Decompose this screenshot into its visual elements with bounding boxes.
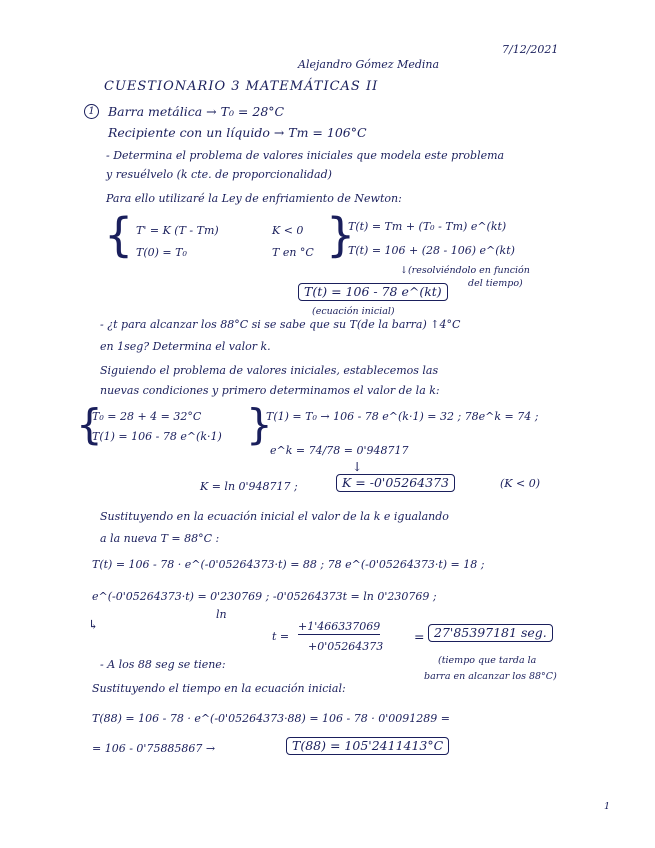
author-name: Alejandro Gómez Medina (298, 58, 440, 71)
ln-label: ln (216, 608, 227, 621)
final-boxed-result: T(88) = 105'2411413°C (286, 737, 449, 755)
t-boxed-value: 27'85397181 seg. (428, 624, 553, 642)
system-brace: { (104, 208, 134, 262)
solve-note-1: ↓(resolviéndolo en función (400, 265, 530, 276)
t-note-1: (tiempo que tarda la (438, 655, 537, 666)
system-close-brace: } (326, 208, 356, 262)
final-line-2: Sustituyendo el tiempo en la ecuación inicial: (92, 682, 346, 695)
ek-value: e^k = 74/78 = 0'948717 (270, 444, 409, 457)
task-line-2: y resuélvelo (k cte. de proporcionalidad) (106, 168, 332, 181)
final-equation-1: T(88) = 106 - 78 · e^(-0'05264373·88) = 106 - 78 · 0'0091289 = (92, 712, 450, 725)
newton-intro: Para ello utilizaré la Ley de enfriamiento de Newton: (106, 192, 402, 205)
k-equation: T(1) = T₀ → 106 - 78 e^(k·1) = 32 ; 78e^k = 74 ; (266, 410, 539, 423)
solve-note-2: del tiempo) (468, 278, 523, 289)
final-equation-2: = 106 - 0'75885867 → (92, 742, 216, 755)
particular-solution: T(t) = 106 + (28 - 106) e^(kt) (348, 244, 515, 257)
ode-equation: T' = K (T - Tm) (136, 224, 219, 237)
ln-arrow: ↳ (88, 617, 99, 632)
condition-t1: T(1) = 106 - 78 e^(k·1) (92, 430, 222, 443)
t-denominator: +0'05264373 (308, 640, 384, 653)
k-ln-expression: K = ln 0'948717 ; (200, 480, 298, 493)
given-liquid: Recipiente con un líquido → Tm = 106°C (108, 125, 367, 140)
temperature-units: T en °C (272, 246, 314, 259)
k-sign-note: (K < 0) (500, 477, 541, 490)
question-line-2: en 1seg? Determina el valor k. (100, 340, 271, 353)
time-equation-2: e^(-0'05264373·t) = 0'230769 ; -0'05264373t = ln 0'230769 ; (92, 590, 437, 603)
page-title: CUESTIONARIO 3 MATEMÁTICAS II (104, 79, 379, 94)
t-label: t = (272, 630, 290, 643)
time-equation-1: T(t) = 106 - 78 · e^(-0'05264373·t) = 88 ; 78 e^(-0'05264373·t) = 18 ; (92, 558, 485, 571)
conditions-close-brace: } (246, 400, 273, 449)
problem-number: 1 (84, 104, 99, 119)
down-arrow: ↓ (352, 459, 363, 474)
substitution-line-2: a la nueva T = 88°C : (100, 532, 220, 545)
k-sign-condition: K < 0 (272, 224, 304, 237)
k-boxed-value: K = -0'05264373 (336, 474, 455, 492)
general-solution: T(t) = Tm + (T₀ - Tm) e^(kt) (348, 220, 507, 233)
approach-line-2: nuevas condiciones y primero determinamos el valor de la k: (100, 384, 440, 397)
t-numerator: +1'466337069 (298, 620, 381, 633)
initial-condition: T(0) = T₀ (136, 246, 187, 259)
equals-sign: = (414, 629, 425, 644)
date: 7/12/2021 (502, 43, 559, 56)
final-line-1: - A los 88 seg se tiene: (100, 658, 226, 671)
question-line-1: - ¿t para alcanzar los 88°C si se sabe que su T(de la barra) ↑4°C (100, 318, 461, 331)
condition-t0: T₀ = 28 + 4 = 32°C (92, 410, 202, 423)
t-note-2: barra en alcanzar los 88°C) (424, 671, 557, 682)
boxed-solution: T(t) = 106 - 78 e^(kt) (298, 283, 448, 301)
solution-caption: (ecuación inicial) (312, 306, 395, 317)
task-line-1: - Determina el problema de valores iniciales que modela este problema (106, 149, 505, 162)
conditions-brace: { (76, 400, 103, 449)
given-bar: Barra metálica → T₀ = 28°C (108, 104, 285, 119)
approach-line-1: Siguiendo el problema de valores iniciales, establecemos las (100, 364, 439, 377)
substitution-line-1: Sustituyendo en la ecuación inicial el valor de la k e igualando (100, 510, 449, 523)
page-number: 1 (604, 801, 611, 812)
